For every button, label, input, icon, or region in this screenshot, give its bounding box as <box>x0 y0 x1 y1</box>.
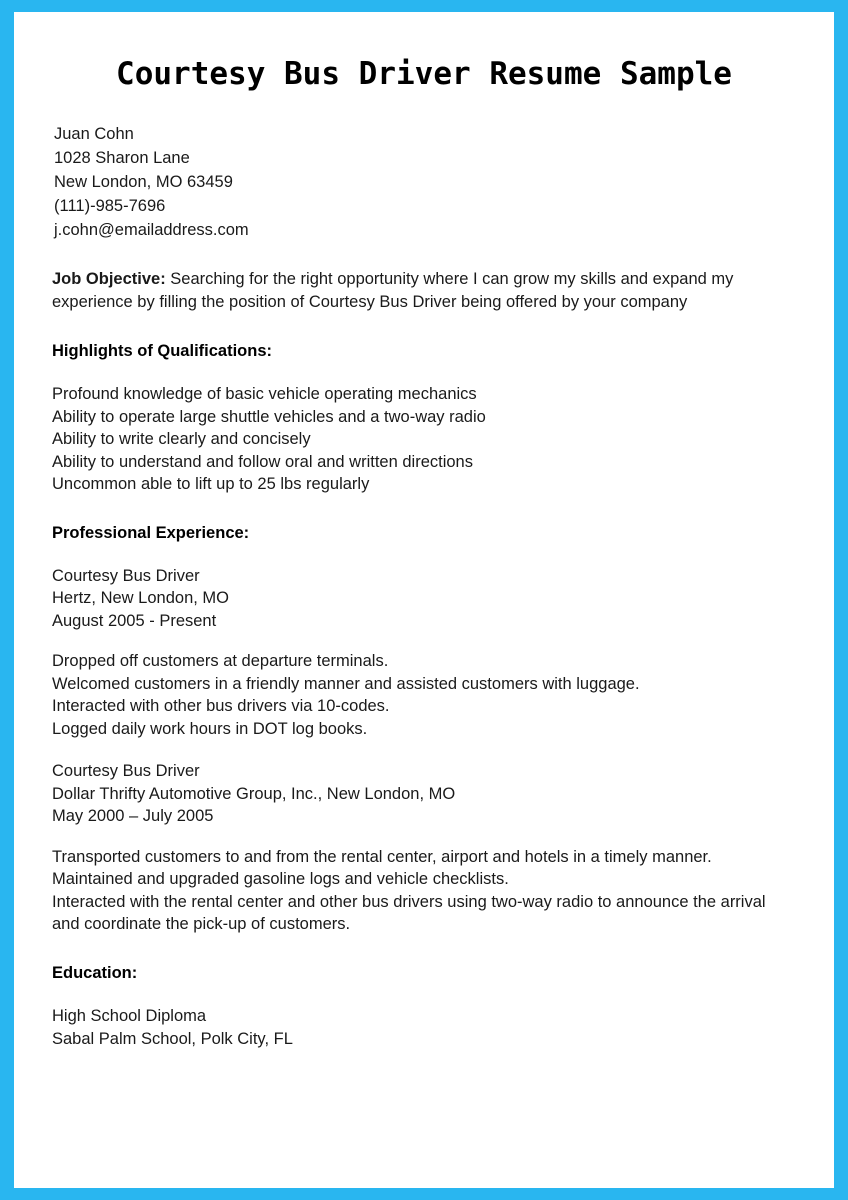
list-item: Sabal Palm School, Polk City, FL <box>52 1029 293 1048</box>
contact-street: 1028 Sharon Lane <box>54 149 190 167</box>
list-item: Profound knowledge of basic vehicle operating mechanics <box>52 385 477 403</box>
list-item: Ability to write clearly and concisely <box>52 430 311 448</box>
job-duties <box>52 846 796 936</box>
job-dates: May 2000 – July 2005 <box>52 807 214 825</box>
experience-section <box>52 522 796 936</box>
highlights-list <box>52 383 796 496</box>
experience-job <box>52 760 796 936</box>
job-duties <box>52 650 796 740</box>
list-item: Interacted with other bus drivers via 10-codes. <box>52 697 390 715</box>
page-title: Courtesy Bus Driver Resume Sample <box>116 56 732 92</box>
highlights-heading: Highlights of Qualifications: <box>52 342 272 360</box>
list-item: High School Diploma <box>52 1006 207 1025</box>
list-item: Uncommon able to lift up to 25 lbs regularly <box>52 475 370 493</box>
education-heading: Education: <box>52 963 138 982</box>
objective-text: Searching for the right opportunity where I can grow my skills and expand my experience by filling the position of Courtesy Bus Driver being offered by your company <box>52 270 734 311</box>
contact-phone: (111)-985-7696 <box>54 197 166 215</box>
contact-email: j.cohn@emailaddress.com <box>54 221 249 239</box>
objective-label: Job Objective: <box>52 270 166 288</box>
contact-city-state-zip: New London, MO 63459 <box>54 173 233 191</box>
contact-block <box>54 122 796 242</box>
experience-job <box>52 565 796 741</box>
highlights-section <box>52 340 796 496</box>
objective-paragraph <box>52 268 764 314</box>
list-item: Interacted with the rental center and other bus drivers using two-way radio to announce the arrival and coordinate the pick-up of customers. <box>52 892 766 933</box>
objective-section <box>52 268 796 314</box>
job-employer: Hertz, New London, MO <box>52 589 229 607</box>
job-dates: August 2005 - Present <box>52 611 217 630</box>
list-item: Ability to operate large shuttle vehicles and a two-way radio <box>52 407 486 426</box>
job-title: Courtesy Bus Driver <box>52 762 200 780</box>
list-item: Ability to understand and follow oral and written directions <box>52 452 473 471</box>
list-item: Dropped off customers at departure terminals. <box>52 652 389 670</box>
list-item: Transported customers to and from the rental center, airport and hotels in a timely manner. <box>52 847 712 866</box>
list-item: Welcomed customers in a friendly manner and assisted customers with luggage. <box>52 674 640 693</box>
job-title: Courtesy Bus Driver <box>52 566 200 585</box>
contact-name: Juan Cohn <box>54 125 134 143</box>
experience-heading: Professional Experience: <box>52 523 250 542</box>
job-employer: Dollar Thrifty Automotive Group, Inc., New London, MO <box>52 784 456 803</box>
education-section <box>52 962 796 1051</box>
education-list <box>52 1005 796 1051</box>
list-item: Logged daily work hours in DOT log books. <box>52 719 368 738</box>
resume-page <box>14 12 834 1188</box>
list-item: Maintained and upgraded gasoline logs and vehicle checklists. <box>52 870 509 888</box>
